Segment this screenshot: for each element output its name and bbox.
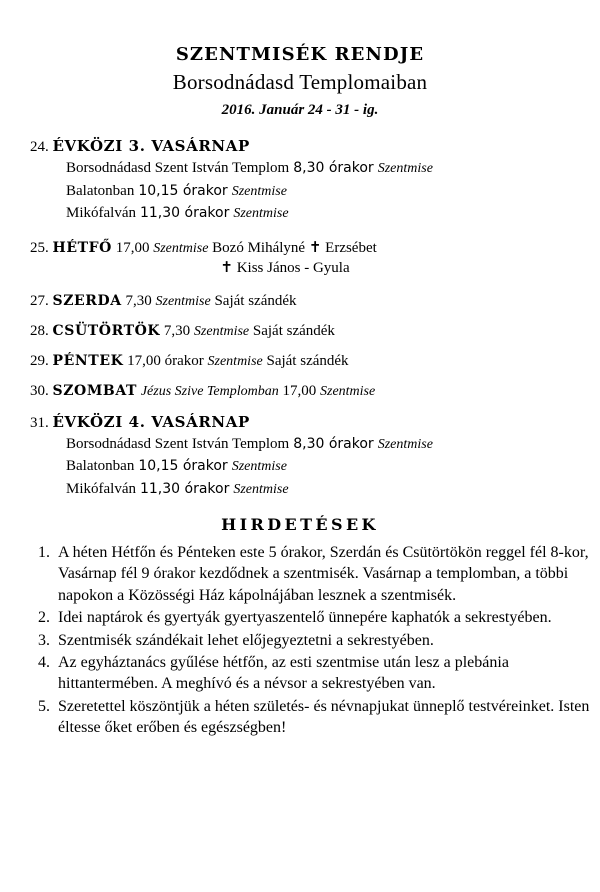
entry-dayname: SZOMBAT xyxy=(52,382,138,399)
time: 10,15 órakor xyxy=(138,182,228,199)
intention: Bozó Mihályné xyxy=(212,240,306,257)
sub-line xyxy=(66,202,600,225)
time: 8,30 órakor xyxy=(293,160,374,176)
place: Balatonban xyxy=(66,458,135,475)
time: 17,00 xyxy=(115,240,150,257)
note: Szentmise xyxy=(231,459,287,475)
note: Szentmise xyxy=(377,436,433,452)
intention-second-line: ✝ Kiss János - Gyula xyxy=(220,260,350,277)
schedule-entry xyxy=(30,323,600,340)
entry-date: 31. xyxy=(30,414,49,431)
schedule-entry xyxy=(30,383,600,400)
sub-line xyxy=(66,433,600,456)
schedule-entry xyxy=(30,413,600,501)
entry-dayname: HÉTFŐ xyxy=(52,240,112,257)
sub-line xyxy=(66,478,600,501)
page-subtitle: Borsodnádasd Templomaiban xyxy=(172,70,428,94)
page-title: SZENTMISÉK RENDJE xyxy=(175,44,425,65)
place: Mikófalván xyxy=(66,205,136,222)
sub-line xyxy=(66,180,600,203)
place: Borsodnádasd Szent István Templom xyxy=(66,160,290,176)
time: 17,00 órakor xyxy=(127,352,204,369)
schedule-entry xyxy=(30,137,600,225)
intention: Saját szándék xyxy=(214,292,297,309)
note: Szentmise xyxy=(233,482,289,498)
intention-tail: Erzsébet xyxy=(325,240,377,257)
place: Mikófalván xyxy=(66,481,136,498)
sub-line xyxy=(66,455,600,478)
list-item: 5. Szeretettel köszöntjük a héten születés- és névnapjukat ünneplő testvéreinket. Isten éltesse őket erőben és egészségben! xyxy=(54,696,600,739)
entry-sublines xyxy=(30,433,600,501)
schedule-entry xyxy=(30,353,600,370)
announcements-title: HIRDETÉSEK xyxy=(221,514,379,534)
cross-icon: ✝ xyxy=(308,238,322,257)
mass-schedule xyxy=(0,137,600,501)
time: 11,30 órakor xyxy=(139,205,230,222)
note: Szentmise xyxy=(193,323,250,339)
schedule-entry xyxy=(30,293,600,310)
time: 11,30 órakor xyxy=(139,481,230,498)
document-page xyxy=(0,44,600,892)
place: Jézus Szive Templomban xyxy=(140,383,279,399)
time: 10,15 órakor xyxy=(138,458,228,475)
note: Szentmise xyxy=(320,383,376,399)
time: 7,30 xyxy=(163,322,191,339)
schedule-entry xyxy=(30,238,600,280)
note: Szentmise xyxy=(207,353,263,369)
entry-dayname: CSÜTÖRTÖK xyxy=(52,322,161,339)
note: Szentmise xyxy=(153,241,209,257)
entry-dayname: ÉVKÖZI 4. VASÁRNAP xyxy=(52,412,250,431)
entry-dayname: ÉVKÖZI 3. VASÁRNAP xyxy=(52,137,250,155)
list-item: 4. Az egyháztanács gyűlése hétfőn, az esti szentmise után lesz a plebánia hittantermében. A meghívó és a névsor a sekrestyében van. xyxy=(54,652,600,695)
sub-line xyxy=(66,157,600,180)
entry-date: 28. xyxy=(30,322,49,339)
entry-dayname: SZERDA xyxy=(52,292,122,309)
intention: Saját szándék xyxy=(252,322,335,339)
note: Szentmise xyxy=(233,206,289,222)
list-item: 1. A héten Hétfőn és Pénteken este 5 órakor, Szerdán és Csütörtökön reggel fél 8-kor, Vasárnap fél 9 órakor kezdődnek a szentmisék. Vasárnap a templomban, a többi napokon a Közösségi Ház kápolnájában lesznek a szentmisék. xyxy=(54,542,600,606)
date-range: 2016. Január 24 - 31 - ig. xyxy=(221,102,379,118)
document-header xyxy=(0,44,600,119)
entry-date: 30. xyxy=(30,382,49,399)
entry-date: 29. xyxy=(30,352,49,369)
time: 17,00 xyxy=(282,382,317,399)
note: Szentmise xyxy=(377,161,433,176)
time: 8,30 órakor xyxy=(293,435,374,452)
announcements-list xyxy=(0,542,600,739)
entry-date: 27. xyxy=(30,292,49,309)
entry-date: 25. xyxy=(30,240,49,257)
time: 7,30 xyxy=(125,292,152,309)
place: Borsodnádasd Szent István Templom xyxy=(66,435,290,452)
note: Szentmise xyxy=(231,183,287,199)
note: Szentmise xyxy=(155,293,211,309)
intention: Saját szándék xyxy=(266,352,349,369)
entry-sublines xyxy=(30,157,600,225)
list-item: 3. Szentmisék szándékait lehet előjegyeztetni a sekrestyében. xyxy=(54,630,600,651)
place: Balatonban xyxy=(66,182,135,199)
entry-date: 24. xyxy=(30,139,49,155)
entry-dayname: PÉNTEK xyxy=(52,352,124,369)
list-item: 2. Idei naptárok és gyertyák gyertyaszentelő ünnepére kaphatók a sekrestyében. xyxy=(54,607,600,628)
